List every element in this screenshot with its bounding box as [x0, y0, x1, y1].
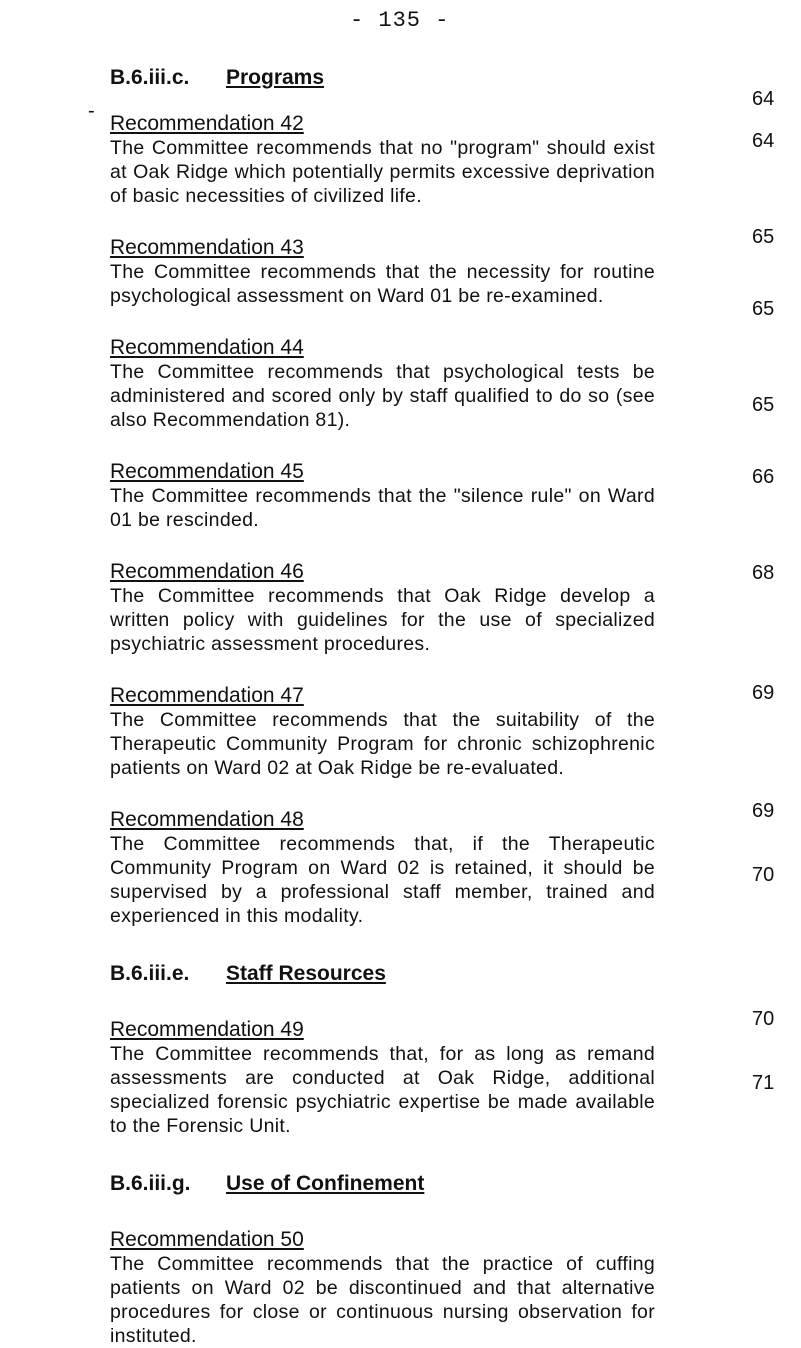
- recommendation-text: The Committee recommends that Oak Ridge develop a written policy with guidelines for the use of specialized psychiatric assessment procedures.: [110, 585, 655, 655]
- recommendation-title: Recommendation 50: [110, 1228, 304, 1251]
- margin-page-ref: 65: [752, 298, 775, 320]
- margin-dash: -: [88, 100, 95, 122]
- recommendation-text: The Committee recommends that, if the Therapeutic Community Program on Ward 02 is retained, it should be supervised by a professional staff member, trained and experienced in this modality.: [110, 833, 655, 927]
- recommendation-45: [110, 460, 655, 532]
- recommendation-text: The Committee recommends that the practice of cuffing patients on Ward 02 be discontinued and that alternative procedures for close or continuous nursing observation for instituted.: [110, 1253, 655, 1347]
- recommendation-title: Recommendation 42: [110, 112, 304, 135]
- margin-page-ref: 65: [752, 394, 775, 416]
- recommendation-49: [110, 1018, 655, 1138]
- margin-page-ref: 64: [752, 130, 775, 152]
- margin-page-ref: 70: [752, 1008, 775, 1030]
- recommendation-text: The Committee recommends that psychological tests be administered and scored only by staff qualified to do so (see also Recommendation 81).: [110, 361, 655, 431]
- section-heading-programs: [110, 66, 655, 90]
- recommendation-title: Recommendation 45: [110, 460, 304, 483]
- margin-page-ref: 71: [752, 1072, 775, 1094]
- margin-page-ref: 70: [752, 864, 775, 886]
- section-title: Programs: [226, 66, 325, 89]
- margin-page-ref: 66: [752, 466, 775, 488]
- section-code: B.6.iii.e.: [110, 962, 190, 985]
- section-code: B.6.iii.g.: [110, 1172, 191, 1195]
- recommendation-title: Recommendation 44: [110, 336, 304, 359]
- recommendation-title: Recommendation 43: [110, 236, 304, 259]
- recommendation-title: Recommendation 49: [110, 1018, 304, 1041]
- recommendation-46: [110, 560, 655, 656]
- recommendation-43: [110, 236, 655, 308]
- recommendation-text: The Committee recommends that the necessity for routine psychological assessment on Ward 01 be re-examined.: [110, 261, 655, 307]
- page-number: - 135 -: [350, 8, 450, 33]
- document-body: [110, 66, 655, 1348]
- recommendation-title: Recommendation 47: [110, 684, 304, 707]
- recommendation-42: [110, 112, 655, 208]
- recommendation-title: Recommendation 48: [110, 808, 304, 831]
- margin-page-ref: 69: [752, 682, 775, 704]
- section-heading-staff-resources: [110, 962, 655, 986]
- margin-page-ref: 68: [752, 562, 775, 584]
- section-title: Staff Resources: [226, 962, 386, 985]
- recommendation-text: The Committee recommends that, for as long as remand assessments are conducted at Oak Ridge, additional specialized forensic psychiatric expertise be made available to the Forensic Unit.: [110, 1043, 655, 1137]
- recommendation-title: Recommendation 46: [110, 560, 304, 583]
- recommendation-50: [110, 1228, 655, 1348]
- recommendation-47: [110, 684, 655, 780]
- recommendation-text: The Committee recommends that no "program" should exist at Oak Ridge which potentially permits excessive deprivation of basic necessities of civilized life.: [110, 137, 655, 207]
- margin-page-ref: 65: [752, 226, 775, 248]
- recommendation-44: [110, 336, 655, 432]
- section-title: Use of Confinement: [226, 1172, 425, 1195]
- recommendation-text: The Committee recommends that the "silence rule" on Ward 01 be rescinded.: [110, 485, 655, 531]
- recommendation-text: The Committee recommends that the suitability of the Therapeutic Community Program for chronic schizophrenic patients on Ward 02 at Oak Ridge be re-evaluated.: [110, 709, 655, 779]
- section-code: B.6.iii.c.: [110, 66, 190, 89]
- margin-page-ref: 64: [752, 88, 775, 110]
- section-heading-use-of-confinement: [110, 1172, 655, 1196]
- recommendation-48: [110, 808, 655, 928]
- margin-page-ref: 69: [752, 800, 775, 822]
